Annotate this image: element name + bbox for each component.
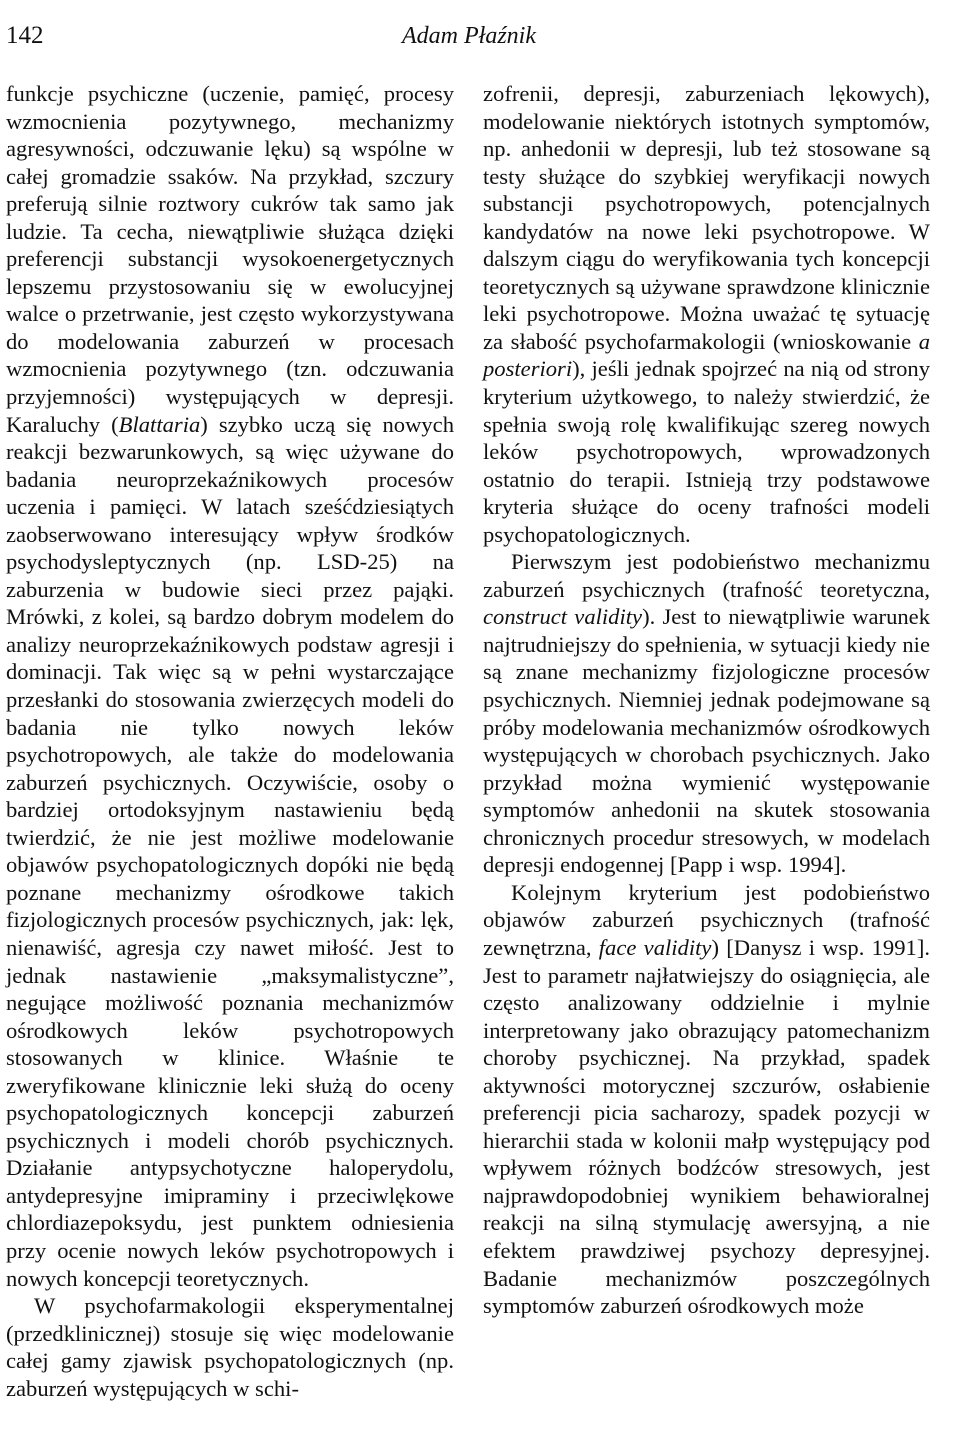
italic-term: Blattaria: [118, 411, 201, 437]
text-run: ), jeśli jednak spojrzeć na nią od strony kryterium użytkowego, to należy stwierdzić, że spełnia swoją rolę kwalifikując szereg nowych leków psychotropowych, wprowadzonych ostatnio do terapii. Istnieją trzy podstawowe kryteria służące do oceny trafności modeli psychopatologicznych.: [483, 356, 930, 547]
text-run: Pierwszym jest podobieństwo mechanizmu zaburzeń psychicznych (trafność teoretyczna,: [483, 549, 930, 602]
text-run: ). Jest to niewątpliwie warunek najtrudniejszy do spełnienia, w sytuacji kiedy nie są znane mechanizmy fizjologiczne procesów psychicznych. Niemniej jednak podejmowane są próby modelowania mechanizmów ośrodkowych występujących w chorobach psychicznych. Jako przykład można wymienić występowanie symptomów anhedonii na skutek stosowania chronicznych procedur stresowych, w modelach depresji endogennej [Papp i wsp. 1994].: [483, 604, 931, 878]
text-run: zofrenii, depresji, zaburzeniach lękowych), modelowanie niektórych istotnych symptomów, np. anhedonii w depresji, lub też stosowane są testy służące do szybkiej weryfikacji nowych substancji psychotropowych, potencjalnych kandydatów na nowe leki psychotropowe. W dalszym ciągu do weryfikowania tych koncepcji teoretycznych są używane sprawdzone klinicznie leki psychotropowe. Można uważać tę sytuację za słabość psychofarmakologii (wnioskowanie: [483, 81, 930, 354]
right-paragraph-2: [483, 548, 930, 879]
right-paragraph-3: [483, 879, 930, 1320]
italic-term: a posteriori: [483, 328, 930, 382]
right-paragraph-1: [483, 80, 930, 548]
right-column: [483, 80, 930, 1320]
left-paragraph-2: [6, 1292, 454, 1402]
text-run: ) szybko uczą się nowych reakcji bezwarunkowych, są więc używane do badania neuroprzekaźnikowych procesów uczenia i pamięci. W latach sześćdziesiątych zaobserwowano interesujący wpływ środków psychodysleptycznych (np. LSD-25) na zaburzenia w budowie sieci przez pająki. Mrówki, z kolei, są bardzo dobrym modelem do analizy neuroprzekaźnikowych podstaw agresji i dominacji. Tak więc są w pełni wystarczające przesłanki do stosowania zwierzęcych modeli do badania nie tylko nowych leków psychotropowych, ale także do modelowania zaburzeń psychicznych. Oczywiście, osoby o bardziej ortodoksyjnym nastawieniu będą twierdzić, że nie jest możliwe modelowanie objawów psychopatologicznych dopóki nie będą poznane mechanizmy ośrodkowe takich fizjologicznych procesów psychicznych, jak: lęk, nienawiść, agresja czy nawet miłość. Jest to jednak nastawienie „maksymalistyczne”, negujące możliwość poznania mechanizmów ośrodkowych leków psychotropowych stosowanych w klinice. Właśnie te zweryfikowane klinicznie leki służą do oceny psychopatologicznych koncepcji zaburzeń psychicznych i modeli chorób psychicznych. Działanie antypsychotyczne haloperydolu, antydepresyjne imipraminy i przeciwlękowe chlordiazepoksydu, jest punktem odniesienia przy ocenie nowych leków psychotropowych i nowych koncepcji teoretycznych.: [6, 411, 455, 1291]
text-run: funkcje psychiczne (uczenie, pamięć, procesy wzmocnienia pozytywnego, mechanizmy agresywności, odczuwanie lęku) są wspólne w całej gromadzie ssaków. Na przykład, szczury preferują silnie roztwory cukrów tak samo jak ludzie. Ta cecha, niewątpliwie służąca dzięki preferencji substancji wysokoenergetycznych lepszemu przystosowaniu się w ewolucyjnej walce o przetrwanie, jest często wykorzystywana do modelowania zaburzeń w procesach wzmocnienia pozytywnego (tzn. odczuwania przyjemności) występujących w depresji. Karaluchy (: [6, 81, 454, 437]
text-run: Kolejnym kryterium jest podobieństwo objawów zaburzeń psychicznych (trafność zewnętrzna,: [483, 879, 930, 960]
running-head-author: Adam Płaźnik: [402, 23, 536, 49]
italic-term: face validity: [598, 934, 712, 960]
text-run: W psychofarmakologii eksperymentalnej (przedklinicznej) stosuje się więc modelowanie całej gamy zjawisk psychopatologicznych (np. zaburzeń występujących w schi-: [6, 1293, 454, 1401]
page-number: 142: [6, 22, 44, 49]
left-column: [6, 80, 454, 1402]
text-run: ) [Danysz i wsp. 1991]. Jest to parametr najłatwiejszy do osiągnięcia, ale często analizowany oddzielnie i mylnie interpretowany jako obrazujący patomechanizm choroby psychicznej. Na przykład, spadek aktywności motorycznej szczurów, osłabienie preferencji picia sacharozy, spadek pozycji w hierarchii stada w kolonii małp występujący pod wpływem różnych bodźców stresowych, jest najprawdopodobniej wynikiem behawioralnej reakcji na silną stymulację awersyjną, a nie efektem prawdziwej psychozy depresyjnej. Badanie mechanizmów poszczególnych symptomów zaburzeń ośrodkowych może: [483, 934, 930, 1319]
page-header: [6, 20, 536, 60]
italic-term: construct validity: [483, 604, 643, 630]
left-paragraph-1: [6, 80, 454, 1292]
